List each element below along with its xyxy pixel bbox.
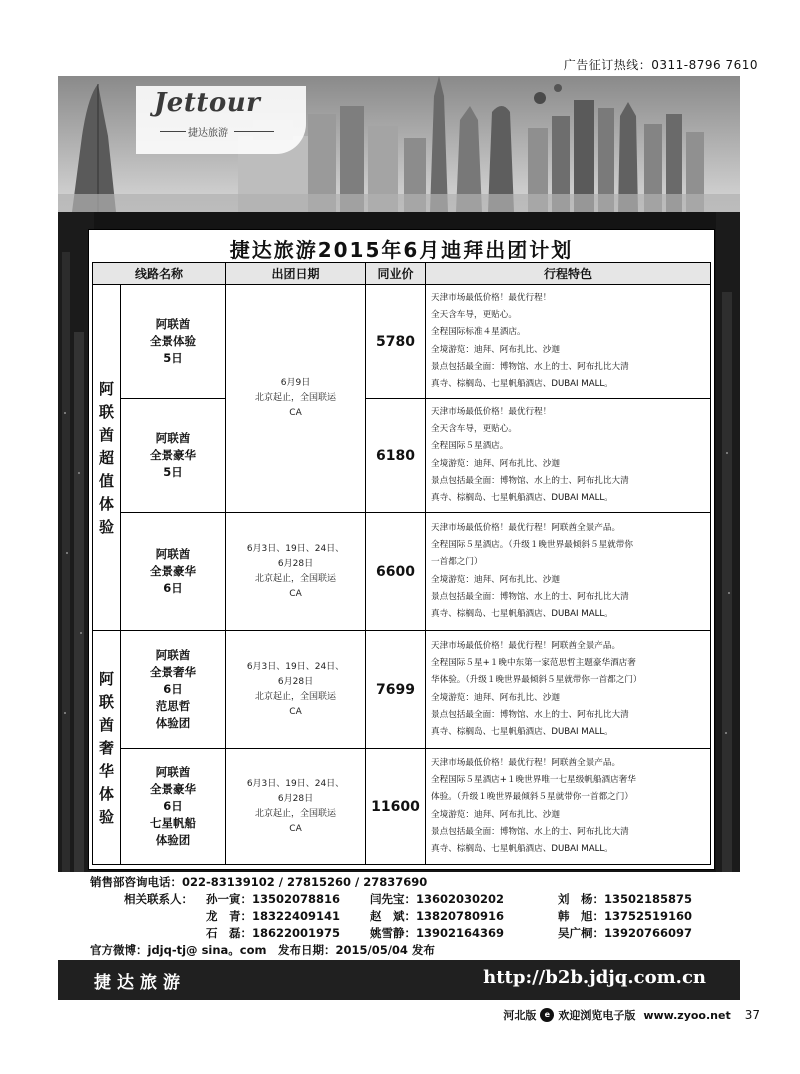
header-route: 线路名称 xyxy=(93,263,226,285)
contact-person: 刘 杨：13502185875 xyxy=(558,892,693,906)
site-url: www.zyoo.net xyxy=(643,1008,731,1022)
welcome-text: 欢迎浏览电子版 xyxy=(558,1009,636,1022)
group-luxury-experience: 阿 联 酋 奢 华 体 验 xyxy=(93,631,121,865)
departure-date: 6月3日、19日、24日、 6月28日 北京起止，全国联运 CA xyxy=(226,749,366,865)
contact-person: 赵 斌：13820780916 xyxy=(370,909,505,923)
ad-hotline: 广告征订热线：0311-8796 7610 xyxy=(563,58,758,72)
route-name: 阿联酋 全景豪华 6日 xyxy=(121,513,226,631)
table-row xyxy=(93,513,711,631)
departure-date: 6月3日、19日、24日、 6月28日 北京起止，全国联运 CA xyxy=(226,631,366,749)
logo-rule-left xyxy=(160,131,186,132)
sales-phone: 销售部咨询电话：022-83139102 / 27815260 / 27837690 xyxy=(90,875,428,889)
tour-schedule-sheet xyxy=(88,229,715,870)
page-footer xyxy=(503,1007,760,1023)
trade-price: 6180 xyxy=(366,399,426,513)
itinerary-features: 天津市场最低价格！最优行程！阿联酋全景产品。 全程国际５星酒店+１晚世界唯一七星级帆船酒店奢华 体验。（升级１晚世界最倾斜５星就带你一首都之门） 全境游览：迪拜、阿布扎比、沙迦 景点包括最全面：博物馆、水上的士、阿布扎比大清 真寺、棕榈岛、七星帆船酒店、DUBAI MALL。 xyxy=(426,749,711,865)
route-name: 阿联酋 全景豪华 6日 七星帆船 体验团 xyxy=(121,749,226,865)
tour-schedule-table xyxy=(92,262,711,865)
contact-label: 相关联系人： xyxy=(124,892,193,906)
departure-date: 6月9日 北京起止，全国联运 CA xyxy=(226,285,366,513)
logo-rule-right xyxy=(234,131,274,132)
table-row xyxy=(93,631,711,749)
header-date: 出团日期 xyxy=(226,263,366,285)
trade-price: 7699 xyxy=(366,631,426,749)
footer-brand: 捷达旅游 xyxy=(94,973,186,993)
weibo-and-publish-date: 官方微博：jdjq-tj@ sina。com 发布日期：2015/05/04 发布 xyxy=(90,943,435,957)
contact-block xyxy=(58,872,740,960)
city-silhouette-right xyxy=(716,212,740,872)
trade-price: 11600 xyxy=(366,749,426,865)
table-header-row xyxy=(93,263,711,285)
itinerary-features: 天津市场最低价格！最优行程！阿联酋全景产品。 全程国际５星酒店。（升级１晚世界最倾斜５星就带你 一首都之门） 全境游览：迪拜、阿布扎比、沙迦 景点包括最全面：博物馆、水上的士、阿布扎比大清 真寺、棕榈岛、七星帆船酒店、DUBAI MALL。 xyxy=(426,513,711,631)
contact-person: 孙一寅：13502078816 xyxy=(206,892,341,906)
table-row xyxy=(93,285,711,399)
e-edition-icon: e xyxy=(540,1008,554,1022)
contact-person: 石 磊：18622001975 xyxy=(206,926,341,940)
contact-person: 龙 青：18322409141 xyxy=(206,909,341,923)
itinerary-features: 天津市场最低价格！最优行程！阿联酋全景产品。 全程国际５星+１晚中东第一家范思哲主题豪华酒店奢 华体验。（升级１晚世界最倾斜５星就带你一首都之门） 全境游览：迪拜、阿布扎比、沙迦 景点包括最全面：博物馆、水上的士、阿布扎比大清 真寺、棕榈岛、七星帆船酒店、DUBAI MALL。 xyxy=(426,631,711,749)
header-features: 行程特色 xyxy=(426,263,711,285)
trade-price: 6600 xyxy=(366,513,426,631)
footer-url: http://b2b.jdjq.com.cn xyxy=(483,967,706,988)
contact-person: 闫先宝：13602030202 xyxy=(370,892,505,906)
trade-price: 5780 xyxy=(366,285,426,399)
ad-footer-bar xyxy=(58,960,740,1000)
table-row xyxy=(93,399,711,513)
group-value-experience: 阿 联 酋 超 值 体 验 xyxy=(93,285,121,631)
route-name: 阿联酋 全景豪华 5日 xyxy=(121,399,226,513)
jettour-logo-subtitle: 捷达旅游 xyxy=(188,128,228,139)
edition-label: 河北版 xyxy=(503,1009,537,1022)
route-name: 阿联酋 全景奢华 6日 范思哲 体验团 xyxy=(121,631,226,749)
itinerary-features: 天津市场最低价格！最优行程！ 全天含车导，更贴心。 全程国际标准４星酒店。 全境游览：迪拜、阿布扎比、沙迦 景点包括最全面：博物馆、水上的士、阿布扎比大清 真寺、棕榈岛、七星帆船酒店、DUBAI MALL。 xyxy=(426,285,711,399)
contact-person: 韩 旭：13752519160 xyxy=(558,909,693,923)
contact-person: 吴广桐：13920766097 xyxy=(558,926,693,940)
itinerary-features: 天津市场最低价格！最优行程！ 全天含车导，更贴心。 全程国际５星酒店。 全境游览：迪拜、阿布扎比、沙迦 景点包括最全面：博物馆、水上的士、阿布扎比大清 真寺、棕榈岛、七星帆船酒店、DUBAI MALL。 xyxy=(426,399,711,513)
page-number: 37 xyxy=(744,1008,760,1022)
header-price: 同业价 xyxy=(366,263,426,285)
schedule-title: 捷达旅游2015年6月迪拜出团计划 xyxy=(229,238,574,262)
travel-advertisement xyxy=(58,76,740,1000)
dubai-skyline-banner xyxy=(58,76,740,212)
table-row xyxy=(93,749,711,865)
jettour-logo: Jettour xyxy=(154,88,261,118)
route-name: 阿联酋 全景体验 5日 xyxy=(121,285,226,399)
contact-person: 姚雪静：13902164369 xyxy=(370,926,505,940)
departure-date: 6月3日、19日、24日、 6月28日 北京起止，全国联运 CA xyxy=(226,513,366,631)
